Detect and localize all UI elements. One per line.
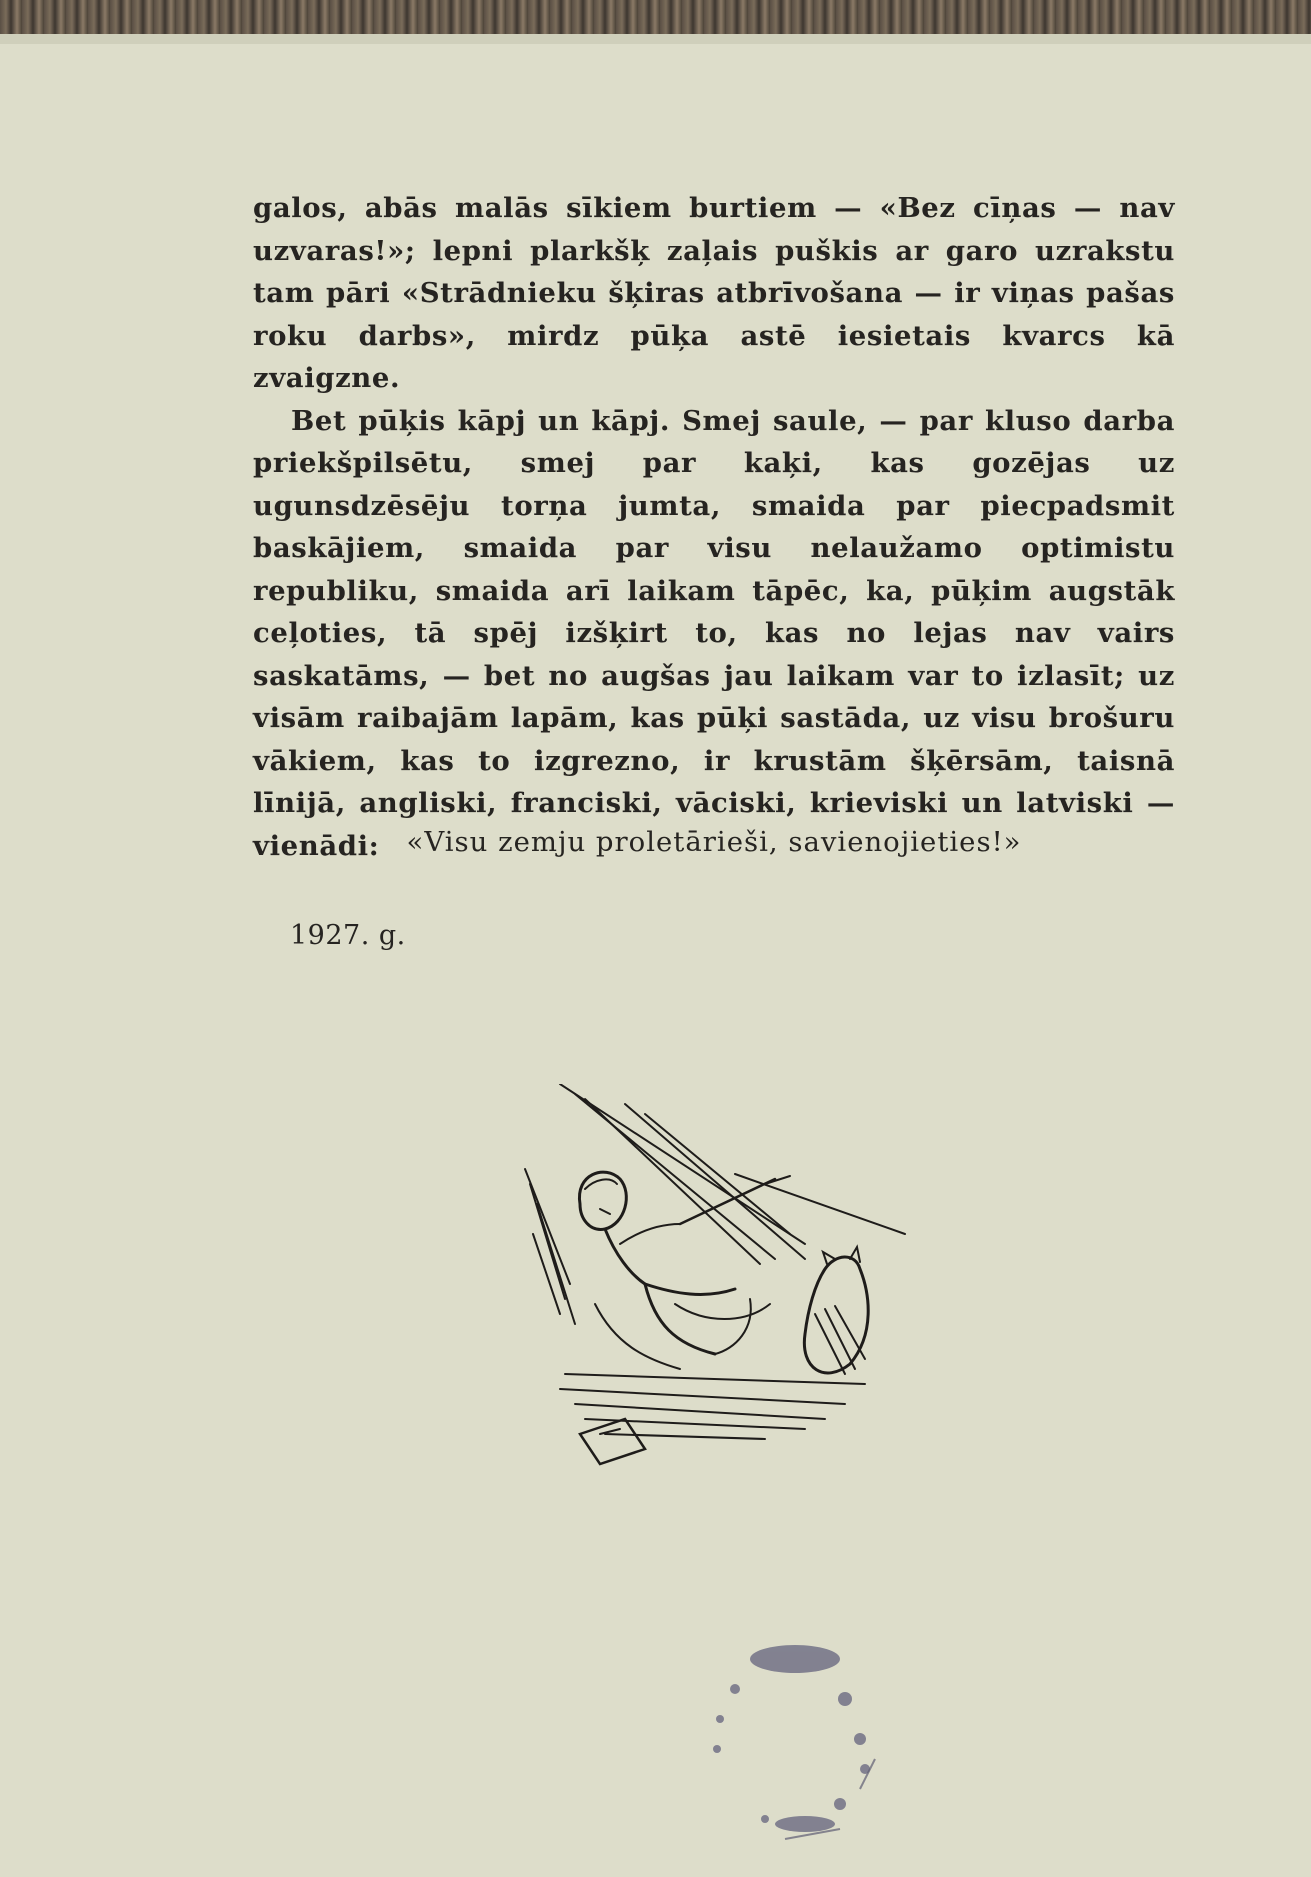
kite-boy-illustration: [505, 1084, 925, 1524]
book-page: [0, 44, 1311, 1877]
paragraph-2: Bet pūķis kāpj un kāpj. Smej saule, — par kluso darba priekšpilsētu, smej par kaķi, kas gozējas uz ugunsdzēsēju torņa jumta, smaida par piecpadsmit baskājiem, smaida par visu nelaužamo optimistu republiku, smaida arī laikam tāpēc, ka, pūķim augstāk ceļoties, tā spēj izšķirt to, kas no lejas nav vairs saskatāms, — bet no augšas jau laikam var to izlasīt; uz visām raibajām lapām, kas pūķi sastāda, uz visu brošuru vākiem, kas to izgrezno, ir krustām šķērsām, taisnā līnijā, angliski, franciski, vāciski, krieviski un latviski — vienādi:: [253, 404, 1175, 862]
paragraph-1: galos, abās malās sīkiem burtiem — «Bez cīņas — nav uzvaras!»; lepni plarkšķ zaļais puškis ar garo uzrakstu tam pāri «Strādnieku šķiras atbrīvošana — ir viņas pašas roku darbs», mirdz pūķa astē iesietais kvarcs kā zvaigzne.: [253, 192, 1175, 394]
book-binding-edge: [0, 0, 1311, 44]
date-line: 1927. g.: [290, 920, 406, 951]
slogan-line: «Visu zemju proletārieši, savienojieties!»: [406, 826, 1022, 858]
body-text: [253, 187, 1175, 867]
library-stamp: [675, 1619, 905, 1849]
